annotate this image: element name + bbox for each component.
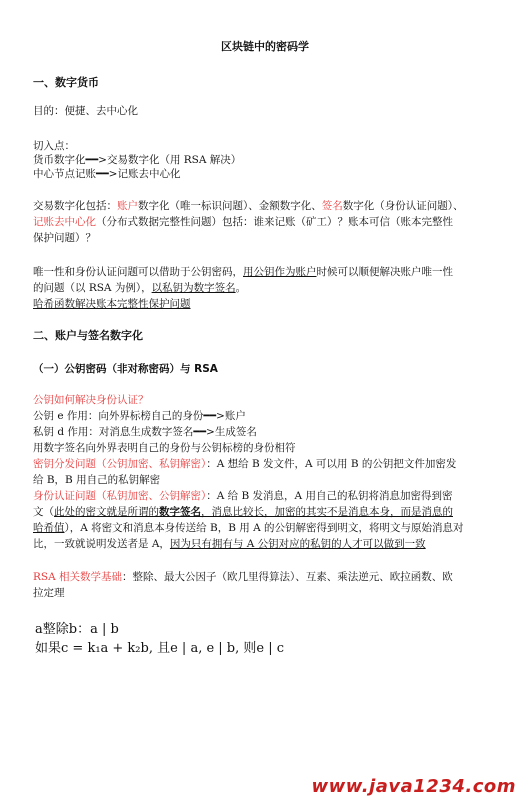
authentication-line4: 比，一致就说明发送者是 A，因为只有拥有与 A 公钥对应的私钥的人才可以做到一致: [33, 538, 426, 550]
question-line: 公钥如何解决身份认证？: [33, 394, 149, 406]
authentication-line3: 哈希值），A 将密文和消息本身传送给 B，B 用 A 的公钥解密得到明文，将明文与原始消息对: [33, 522, 464, 534]
paragraph-transaction-line1: 交易数字化包括：账户数字化（唯一标识问题）、金额数字化、签名数字化（身份认证问题）、: [33, 200, 464, 212]
section-heading-digital-currency: 一、数字货币: [33, 76, 99, 89]
purpose-line: 目的：便捷、去中心化: [33, 105, 138, 117]
rsa-math-basics-line1: RSA 相关数学基础：整除、最大公因子（欧几里得算法）、互素、乘法逆元、欧拉函数、欧: [33, 571, 453, 583]
paragraph-identity-line2: 的问题（以 RSA 为例），以私钥为数字签名。: [33, 282, 247, 294]
hash-function-line: 哈希函数解决账本完整性保护问题: [33, 298, 191, 310]
document-title: 区块链中的密码学: [221, 40, 309, 53]
key-distribution-line2: 给 B，B 用自己的私钥解密: [33, 474, 161, 486]
section-heading-account-signature: 二、账户与签名数字化: [33, 329, 143, 342]
watermark: www.java1234.com: [311, 776, 516, 797]
formula-divides: a整除b：a | b: [35, 622, 119, 637]
entry-point-label: 切入点：: [33, 140, 75, 152]
authentication-line1: 身份认证问题（私钥加密、公钥解密）：A 给 B 发消息，A 用自己的私钥将消息加密得到密: [33, 490, 453, 502]
paragraph-transaction-line3: 保护问题）？: [33, 232, 96, 244]
paragraph-identity-line1: 唯一性和身份认证问题可以借助于公钥密码，用公钥作为账户时候可以顺便解决账户唯一性: [33, 266, 453, 278]
entry-line-currency: 货币数字化━━>交易数字化（用 RSA 解决）: [33, 154, 242, 166]
subsection-heading-public-key: （一）公钥密码（非对称密码）与 RSA: [33, 363, 218, 375]
paragraph-transaction-line2: 记账去中心化（分布式数据完整性问题）包括：谁来记账（矿工）？账本可信（账本完整性: [33, 216, 453, 228]
entry-line-bookkeeping: 中心节点记账━━>记账去中心化: [33, 168, 181, 180]
public-key-use-line: 公钥 e 作用：向外界标榜自己的身份━━>账户: [33, 410, 246, 422]
key-distribution-line1: 密钥分发问题（公钥加密、私钥解密）：A 想给 B 发文件，A 可以用 B 的公钥把文件加密发: [33, 458, 457, 470]
formula-linear-combination: 如果c = k₁a + k₂b, 且e | a, e | b, 则e | c: [35, 641, 285, 656]
rsa-math-basics-line2: 拉定理: [33, 587, 65, 599]
authentication-line2: 文（此处的密文就是所谓的数字签名，消息比较长，加密的其实不是消息本身，而是消息的: [33, 506, 453, 518]
signature-line: 用数字签名向外界表明自己的身份与公钥标榜的身份相符: [33, 442, 296, 454]
private-key-use-line: 私钥 d 作用：对消息生成数字签名━━>生成签名: [33, 426, 257, 438]
